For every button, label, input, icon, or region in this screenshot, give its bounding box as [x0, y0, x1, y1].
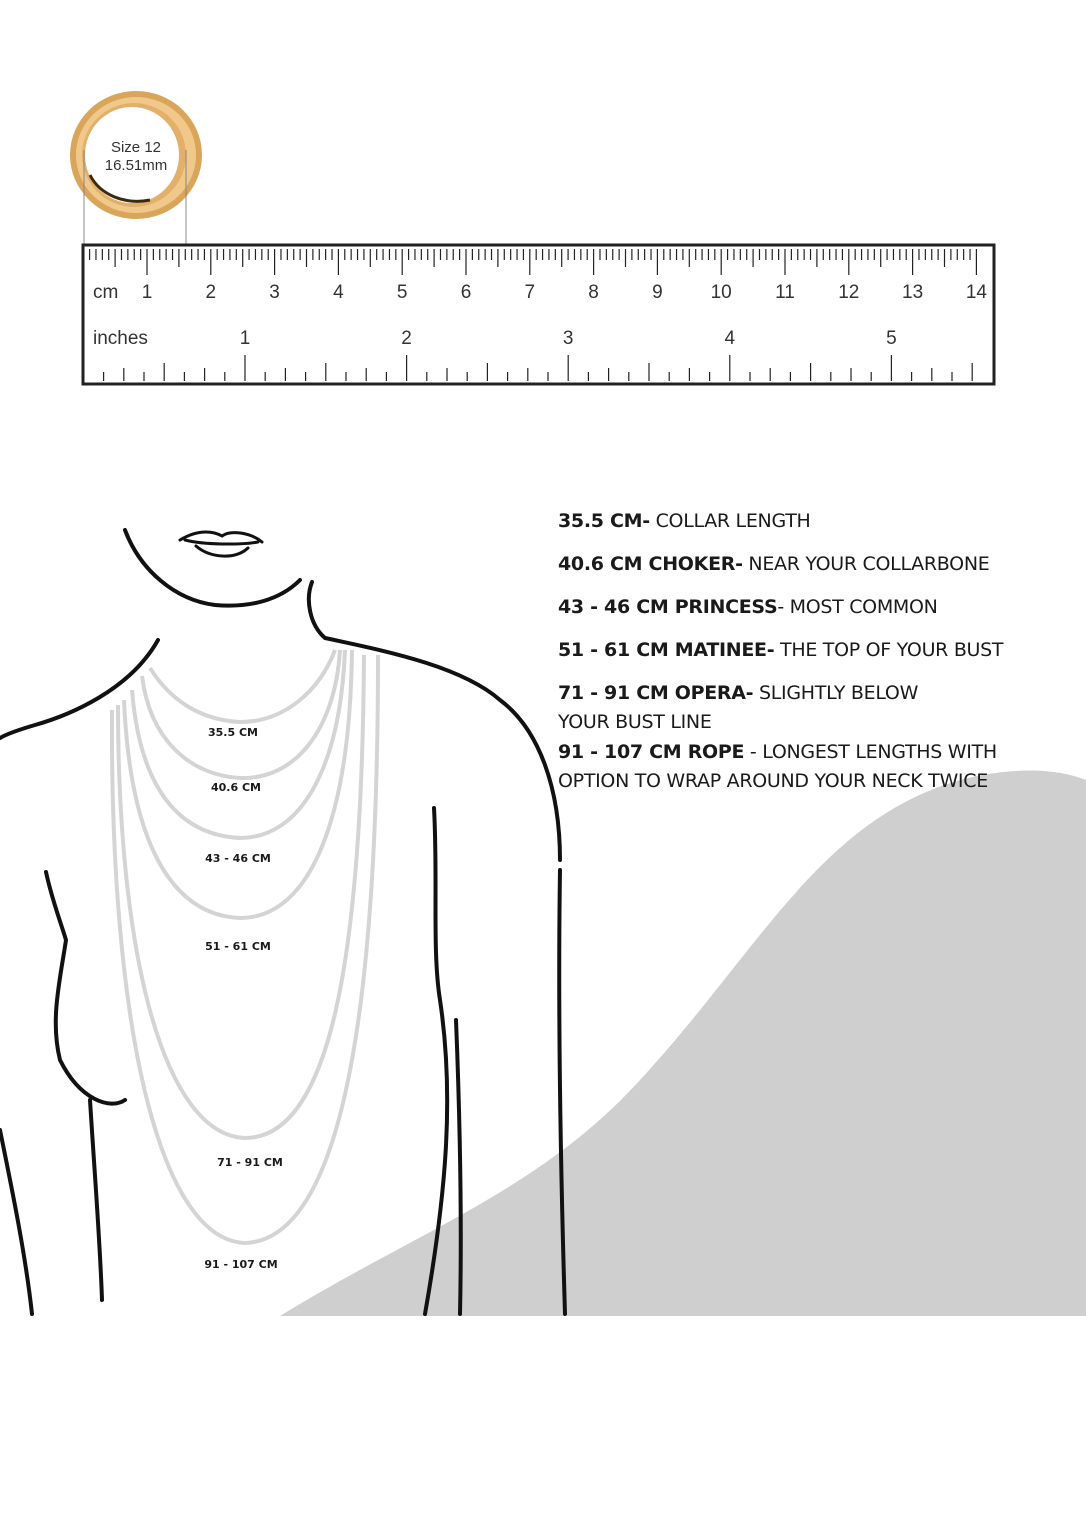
- ring-mm-label: 16.51mm: [104, 157, 168, 174]
- ruler-inch-number: 1: [239, 328, 251, 349]
- length-title: 51 - 61 CM MATINEE-: [558, 639, 775, 661]
- ruler: [83, 245, 994, 384]
- chain-length-label: 40.6 CM: [211, 781, 261, 794]
- chain-length-label: 43 - 46 CM: [205, 852, 271, 865]
- gray-backdrop-shape: [280, 771, 1086, 1316]
- ring-size-label: Size 12: [110, 139, 162, 156]
- chain-collar: [150, 650, 335, 722]
- length-description: [558, 553, 989, 575]
- ruler-cm-number: 1: [141, 282, 153, 303]
- ruler-cm-number: 6: [460, 282, 472, 303]
- ruler-cm-label: cm: [93, 282, 119, 303]
- ruler-inch-number: 4: [724, 328, 736, 349]
- chain-length-label: 71 - 91 CM: [217, 1156, 283, 1169]
- ruler-cm-number: 3: [269, 282, 280, 303]
- ruler-cm-number: 5: [396, 282, 408, 303]
- length-description: [558, 639, 1003, 661]
- length-title: 43 - 46 CM PRINCESS: [558, 596, 778, 618]
- ruler-inch-number: 5: [886, 328, 897, 349]
- ruler-inch-number: 3: [562, 328, 574, 349]
- body-outline: [0, 530, 565, 1314]
- chain-length-label: 51 - 61 CM: [205, 940, 271, 953]
- chain-choker: [142, 650, 340, 778]
- ruler-cm-number: 9: [652, 282, 663, 303]
- ruler-cm-number: 13: [902, 282, 924, 303]
- length-description: [558, 682, 918, 704]
- ruler-cm-number: 14: [965, 282, 987, 303]
- ruler-cm-number: 11: [775, 282, 795, 303]
- ruler-inches-label: inches: [93, 328, 148, 349]
- length-title: 35.5 CM-: [558, 510, 650, 532]
- ruler-cm-number: 8: [588, 282, 599, 303]
- lips: [180, 532, 262, 556]
- length-description: [558, 510, 811, 532]
- length-text: COLLAR LENGTH: [649, 510, 811, 532]
- length-text-continued: OPTION TO WRAP AROUND YOUR NECK TWICE: [558, 770, 988, 792]
- length-text: NEAR YOUR COLLARBONE: [742, 553, 990, 575]
- length-text: - LONGEST LENGTHS WITH: [744, 741, 997, 763]
- chain-princess: [132, 650, 345, 838]
- length-title: 71 - 91 CM OPERA-: [558, 682, 754, 704]
- ruler-cm-number: 4: [333, 282, 344, 303]
- length-text-continued: YOUR BUST LINE: [558, 711, 712, 733]
- chain-length-label: 35.5 CM: [208, 726, 258, 739]
- length-text: THE TOP OF YOUR BUST: [774, 639, 1004, 661]
- length-text: - MOST COMMON: [777, 596, 938, 618]
- chain-length-label: 91 - 107 CM: [204, 1258, 278, 1271]
- ruler-cm-number: 2: [205, 282, 217, 303]
- length-title: 91 - 107 CM ROPE: [558, 741, 745, 763]
- ruler-cm-number: 10: [710, 282, 732, 303]
- ruler-cm-number: 7: [524, 282, 536, 303]
- length-title: 40.6 CM CHOKER-: [558, 553, 743, 575]
- length-description: [558, 741, 997, 763]
- length-description: [558, 596, 938, 618]
- ruler-cm-number: 12: [838, 282, 860, 303]
- ruler-inch-number: 2: [401, 328, 412, 349]
- length-text: SLIGHTLY BELOW: [753, 682, 919, 704]
